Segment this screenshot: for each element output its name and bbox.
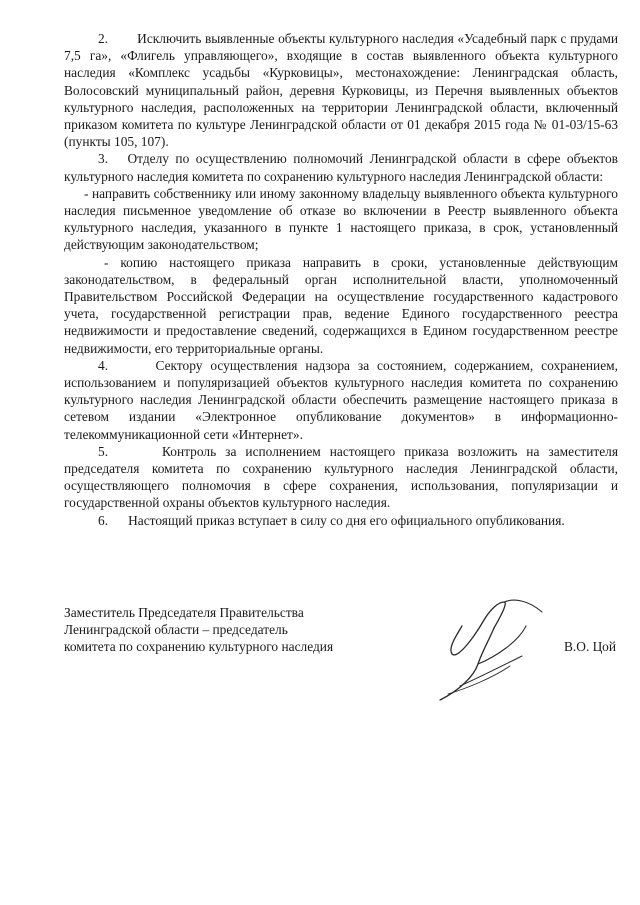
paragraph-3-department: 3. Отделу по осуществлению полномочий Ленинградской области в сфере объектов культурного наследия комитета по сохранению культурного наследия Ленинградской области: xyxy=(64,151,618,184)
signer-name: В.О. Цой xyxy=(564,639,616,654)
paragraph-4-publication: 4. Сектору осуществления надзора за состоянием, содержанием, сохранением, использованием и популяризацией объектов культурного наследия комитета по сохранению культурного наследия Ленинградской области обеспечить размещение настоящего приказа в сетевом издании «Электронное опубликование документов» в информационно-телекоммуникационной сети «Интернет». xyxy=(64,357,618,442)
signatory-title-line-3: комитета по сохранению культурного наследия xyxy=(64,639,334,655)
signatory-title xyxy=(64,604,394,656)
paragraph-6-effective: 6. Настоящий приказ вступает в силу со дня его официального опубликования. xyxy=(98,512,565,528)
paragraph-2-exclusion: 2. Исключить выявленные объекты культурного наследия «Усадебный парк с прудами 7,5 га», «Флигель управляющего», входящие в состав выявленного объекта культурного наследия «Комплекс усадьбы «Курковицы», местонахождение: Ленинградская область, Волосовский муниципальный район, деревня Курковицы, из Перечня выявленных объектов культурного наследия, расположенных на территории Ленинградской области, включенный приказом комитета по культуре Ленинградской области от 01 декабря 2015 года № 01-03/15-63 (пункты 105, 107). xyxy=(64,31,618,150)
handwritten-signature xyxy=(418,590,560,708)
paragraph-3-send-copy: - копию настоящего приказа направить в сроки, установленные действующим законодательством, в федеральный орган исполнительной власти, уполномоченный Правительством Российской Федерации на осуществление государственного кадастрового учета, государственной регистрации прав, ведение Единого государственного реестра недвижимости и предоставление сведений, содержащихся в Едином государственном реестре недвижимости, его территориальные органы. xyxy=(64,254,618,356)
signatory-title-line-2: Ленинградской области – председатель xyxy=(64,622,288,638)
document-body xyxy=(64,30,618,529)
paragraph-5-control: 5. Контроль за исполнением настоящего приказа возложить на заместителя председателя комитета по сохранению культурного наследия Ленинградской области, осуществляющего полномочия в сфере сохранения, использования, популяризации и государственной охраны объектов культурного наследия. xyxy=(64,443,618,511)
paragraph-3-notify-owner: - направить собственнику или иному законному владельцу выявленного объекта культурного наследия письменное уведомление об отказе во включении в Реестр выявленного объекта культурного наследия, указанного в пункте 1 настоящего приказа, в срок, установленный действующим законодательством; xyxy=(64,185,618,253)
signatory-title-line-1: Заместитель Председателя Правительства xyxy=(64,605,304,620)
